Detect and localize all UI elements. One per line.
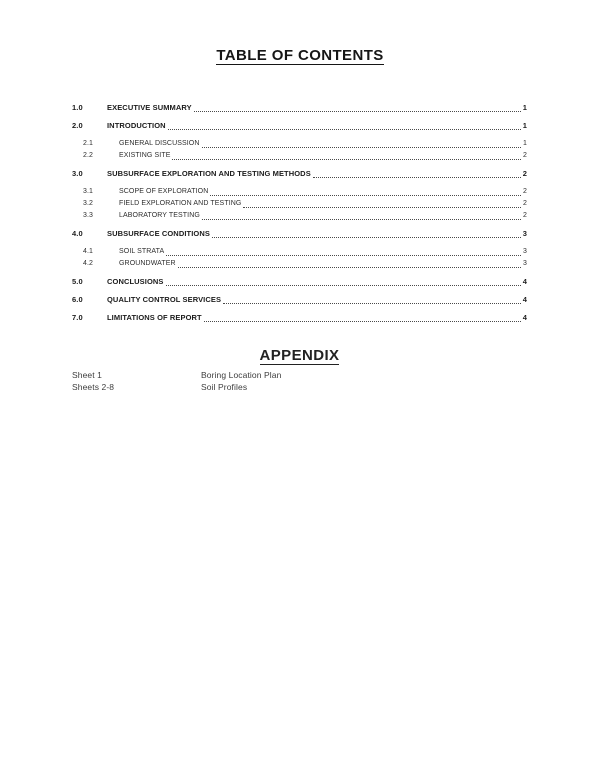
toc-entry-page: 2 — [522, 169, 527, 178]
toc-entry-label: GENERAL DISCUSSION — [119, 140, 200, 147]
toc-subentry — [72, 210, 527, 221]
toc-entry-page: 3 — [523, 260, 527, 267]
toc-entry-page: 3 — [522, 229, 527, 238]
appendix-section — [72, 347, 527, 393]
toc-entry-label: QUALITY CONTROL SERVICES — [107, 295, 222, 304]
title-row — [0, 0, 600, 65]
dotted-leader — [202, 219, 521, 220]
toc-entry-number: 4.0 — [72, 229, 83, 238]
dotted-leader — [243, 207, 521, 208]
toc-entry-number: 4.1 — [83, 248, 94, 255]
toc-entry-label: INTRODUCTION — [107, 121, 166, 130]
toc-entry-page: 2 — [523, 212, 527, 219]
toc-entry — [72, 276, 527, 287]
toc-entry-page: 1 — [523, 140, 527, 147]
toc-subentry — [72, 198, 527, 209]
toc-entry-number: 2.0 — [72, 121, 83, 130]
appendix-item — [72, 381, 527, 393]
toc-subentry — [72, 258, 527, 269]
toc-entry-number: 3.0 — [72, 169, 83, 178]
toc-entry-label: SUBSURFACE CONDITIONS — [107, 229, 210, 238]
appendix-title: APPENDIX — [259, 347, 340, 364]
toc-entry-page: 2 — [523, 200, 527, 207]
toc-entry-label: SOIL STRATA — [119, 248, 165, 255]
toc-entry-number: 3.1 — [83, 188, 94, 195]
toc-subentry — [72, 246, 527, 257]
toc-entry-number: 2.1 — [83, 140, 94, 147]
toc-entry-page: 3 — [523, 248, 527, 255]
appendix-sheet-label: Sheets 2-8 — [72, 382, 115, 392]
dotted-leader — [313, 177, 521, 178]
dotted-leader — [166, 255, 521, 256]
dotted-leader — [178, 267, 521, 268]
toc-entry — [72, 312, 527, 323]
appendix-sheet-label: Sheet 1 — [72, 370, 103, 380]
toc-entry-page: 4 — [522, 313, 527, 322]
toc-subentry — [72, 150, 527, 161]
toc-entry-number: 3.2 — [83, 200, 94, 207]
toc-entry-label: EXECUTIVE SUMMARY — [107, 103, 192, 112]
appendix-sheet-description: Soil Profiles — [201, 382, 248, 392]
toc-subentry — [72, 186, 527, 197]
toc-entry-number: 6.0 — [72, 295, 83, 304]
toc-entry — [72, 168, 527, 179]
toc-entry-label: CONCLUSIONS — [107, 277, 164, 286]
toc-entry — [72, 120, 527, 131]
appendix-item — [72, 369, 527, 381]
toc-entry-label: FIELD EXPLORATION AND TESTING — [119, 200, 242, 207]
appendix-title-row — [72, 347, 527, 365]
toc-entry-page: 4 — [522, 295, 527, 304]
toc-entry-page: 1 — [522, 121, 527, 130]
toc-entry-number: 2.2 — [83, 152, 94, 159]
dotted-leader — [210, 195, 521, 196]
dotted-leader — [194, 111, 521, 112]
toc-entry-page: 1 — [522, 103, 527, 112]
toc-entry-page: 2 — [523, 188, 527, 195]
toc-entry-number: 7.0 — [72, 313, 83, 322]
table-of-contents — [72, 102, 527, 323]
dotted-leader — [212, 237, 521, 238]
toc-entry-number: 3.3 — [83, 212, 94, 219]
toc-entry — [72, 294, 527, 305]
dotted-leader — [172, 159, 521, 160]
dotted-leader — [168, 129, 521, 130]
toc-entry-label: GROUNDWATER — [119, 260, 176, 267]
dotted-leader — [204, 321, 521, 322]
toc-entry-page: 2 — [523, 152, 527, 159]
toc-entry-number: 5.0 — [72, 277, 83, 286]
toc-entry-page: 4 — [522, 277, 527, 286]
toc-subentry — [72, 138, 527, 149]
toc-entry-number: 4.2 — [83, 260, 94, 267]
toc-entry — [72, 228, 527, 239]
appendix-list — [72, 369, 527, 393]
toc-entry-label: SUBSURFACE EXPLORATION AND TESTING METHODS — [107, 169, 311, 178]
dotted-leader — [223, 303, 521, 304]
toc-entry-label: SCOPE OF EXPLORATION — [119, 188, 209, 195]
toc-entry — [72, 102, 527, 113]
dotted-leader — [166, 285, 521, 286]
toc-entry-label: EXISTING SITE — [119, 152, 171, 159]
dotted-leader — [202, 147, 521, 148]
toc-entry-label: LABORATORY TESTING — [119, 212, 200, 219]
toc-entry-label: LIMITATIONS OF REPORT — [107, 313, 202, 322]
toc-entry-number: 1.0 — [72, 103, 83, 112]
appendix-sheet-description: Boring Location Plan — [201, 370, 282, 380]
page-title: TABLE OF CONTENTS — [216, 47, 384, 64]
